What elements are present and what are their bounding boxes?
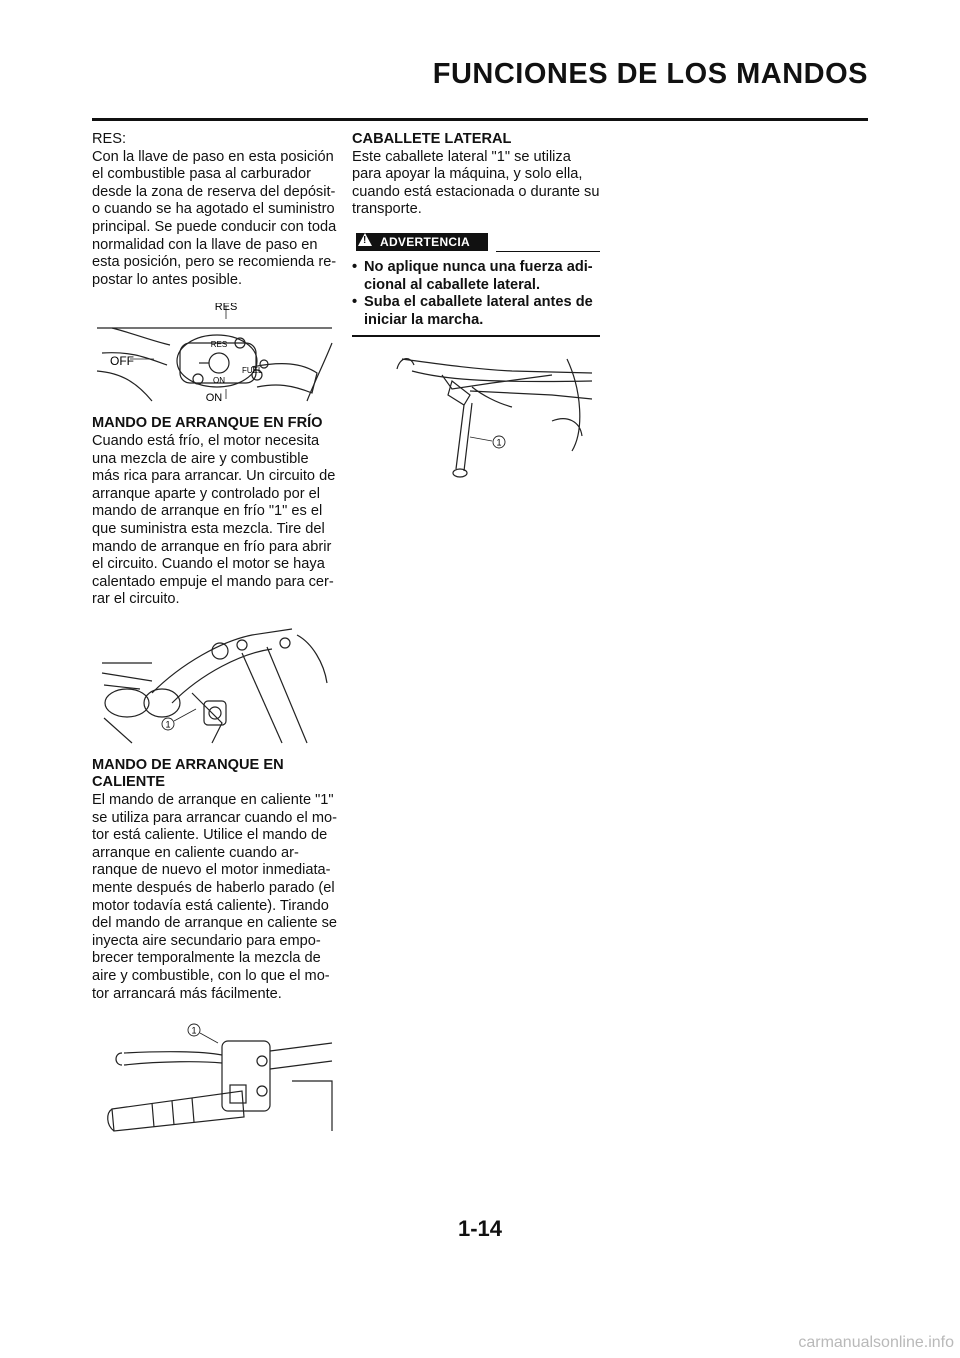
page-number: 1-14 — [457, 1216, 503, 1241]
middle-column — [352, 131, 600, 481]
fig1-res-inner: RES — [210, 340, 228, 350]
warning-badge — [356, 233, 488, 251]
hot-start-heading: MANDO DE ARRANQUE EN CALIENTE — [92, 756, 284, 791]
res-label: RES: — [92, 131, 127, 147]
side-stand-figure — [352, 351, 600, 481]
cold-start-paragraph: Cuando está frío, el motor necesita una mezcla de aire y combustible más rica para arrancar. Un circuito de arranque aparte y controlado por el mando de arranque en frío "1" es el que suministra esta mezcla. Tire del mando de arranque en frío para abrir el circuito. Cuando el motor se haya calentado empuje el mando para cer- rar el circuito. — [92, 432, 336, 608]
fig1-res-top: RES — [214, 303, 238, 314]
fig2-callout: 1 — [165, 719, 171, 730]
res-paragraph: Con la llave de paso en esta posición el combustible pasa al carburador desde la zona de reserva del depósit- o cuando se ha agotado el suministro principal. Se puede conducir con toda normalidad con la llave de paso en esta posición, pero se recomienda re- postar lo antes posible. — [92, 148, 337, 288]
fig1-fuel: FUEL — [242, 366, 263, 376]
fig1-off: OFF — [110, 354, 134, 369]
warning-rule — [496, 251, 600, 253]
fig1-on-inner: ON — [213, 376, 225, 386]
cold-start-heading: MANDO DE ARRANQUE EN FRÍO — [92, 415, 323, 432]
left-column — [92, 131, 340, 1133]
page-title: FUNCIONES DE LOS MANDOS — [432, 58, 868, 90]
warning-label: ADVERTENCIA — [380, 234, 470, 249]
warning-end-rule — [352, 335, 600, 337]
warning-exclamation-icon: ! — [363, 234, 367, 246]
cold-starter-figure — [92, 623, 340, 745]
warning-item: • Suba el caballete lateral antes de iniciar la marcha. — [352, 294, 600, 329]
side-stand-heading: CABALLETE LATERAL — [352, 131, 512, 147]
warning-list — [352, 259, 600, 329]
header-rule — [92, 118, 868, 121]
warning-item: • No aplique nunca una fuerza adi- cional al caballete lateral. — [352, 259, 600, 294]
warning-header — [352, 231, 600, 253]
side-stand-paragraph: Este caballete lateral "1" se utiliza para apoyar la máquina, y solo ella, cuando está estacionada o durante su transporte. — [352, 148, 600, 218]
fig4-callout: 1 — [496, 437, 502, 448]
hot-start-paragraph: El mando de arranque en caliente "1" se utiliza para arrancar cuando el mo- tor está caliente. Utilice el mando de arranque en caliente cuando ar- ranque de nuevo el motor inmediata- mente después de haberlo parado (el motor todavía está caliente). Tirando del mando de arranque en caliente se inyecta aire secundario para empo- brecer temporalmente la mezcla de aire y combustible, con lo que el mo- tor arrancará más fácilmente. — [92, 792, 338, 1002]
fig1-on-bottom: ON — [205, 392, 223, 404]
watermark: carmanualsonline.info — [798, 1334, 954, 1351]
hot-starter-figure — [92, 1021, 340, 1133]
fig3-callout: 1 — [191, 1025, 197, 1036]
fuel-cock-figure — [92, 303, 340, 403]
